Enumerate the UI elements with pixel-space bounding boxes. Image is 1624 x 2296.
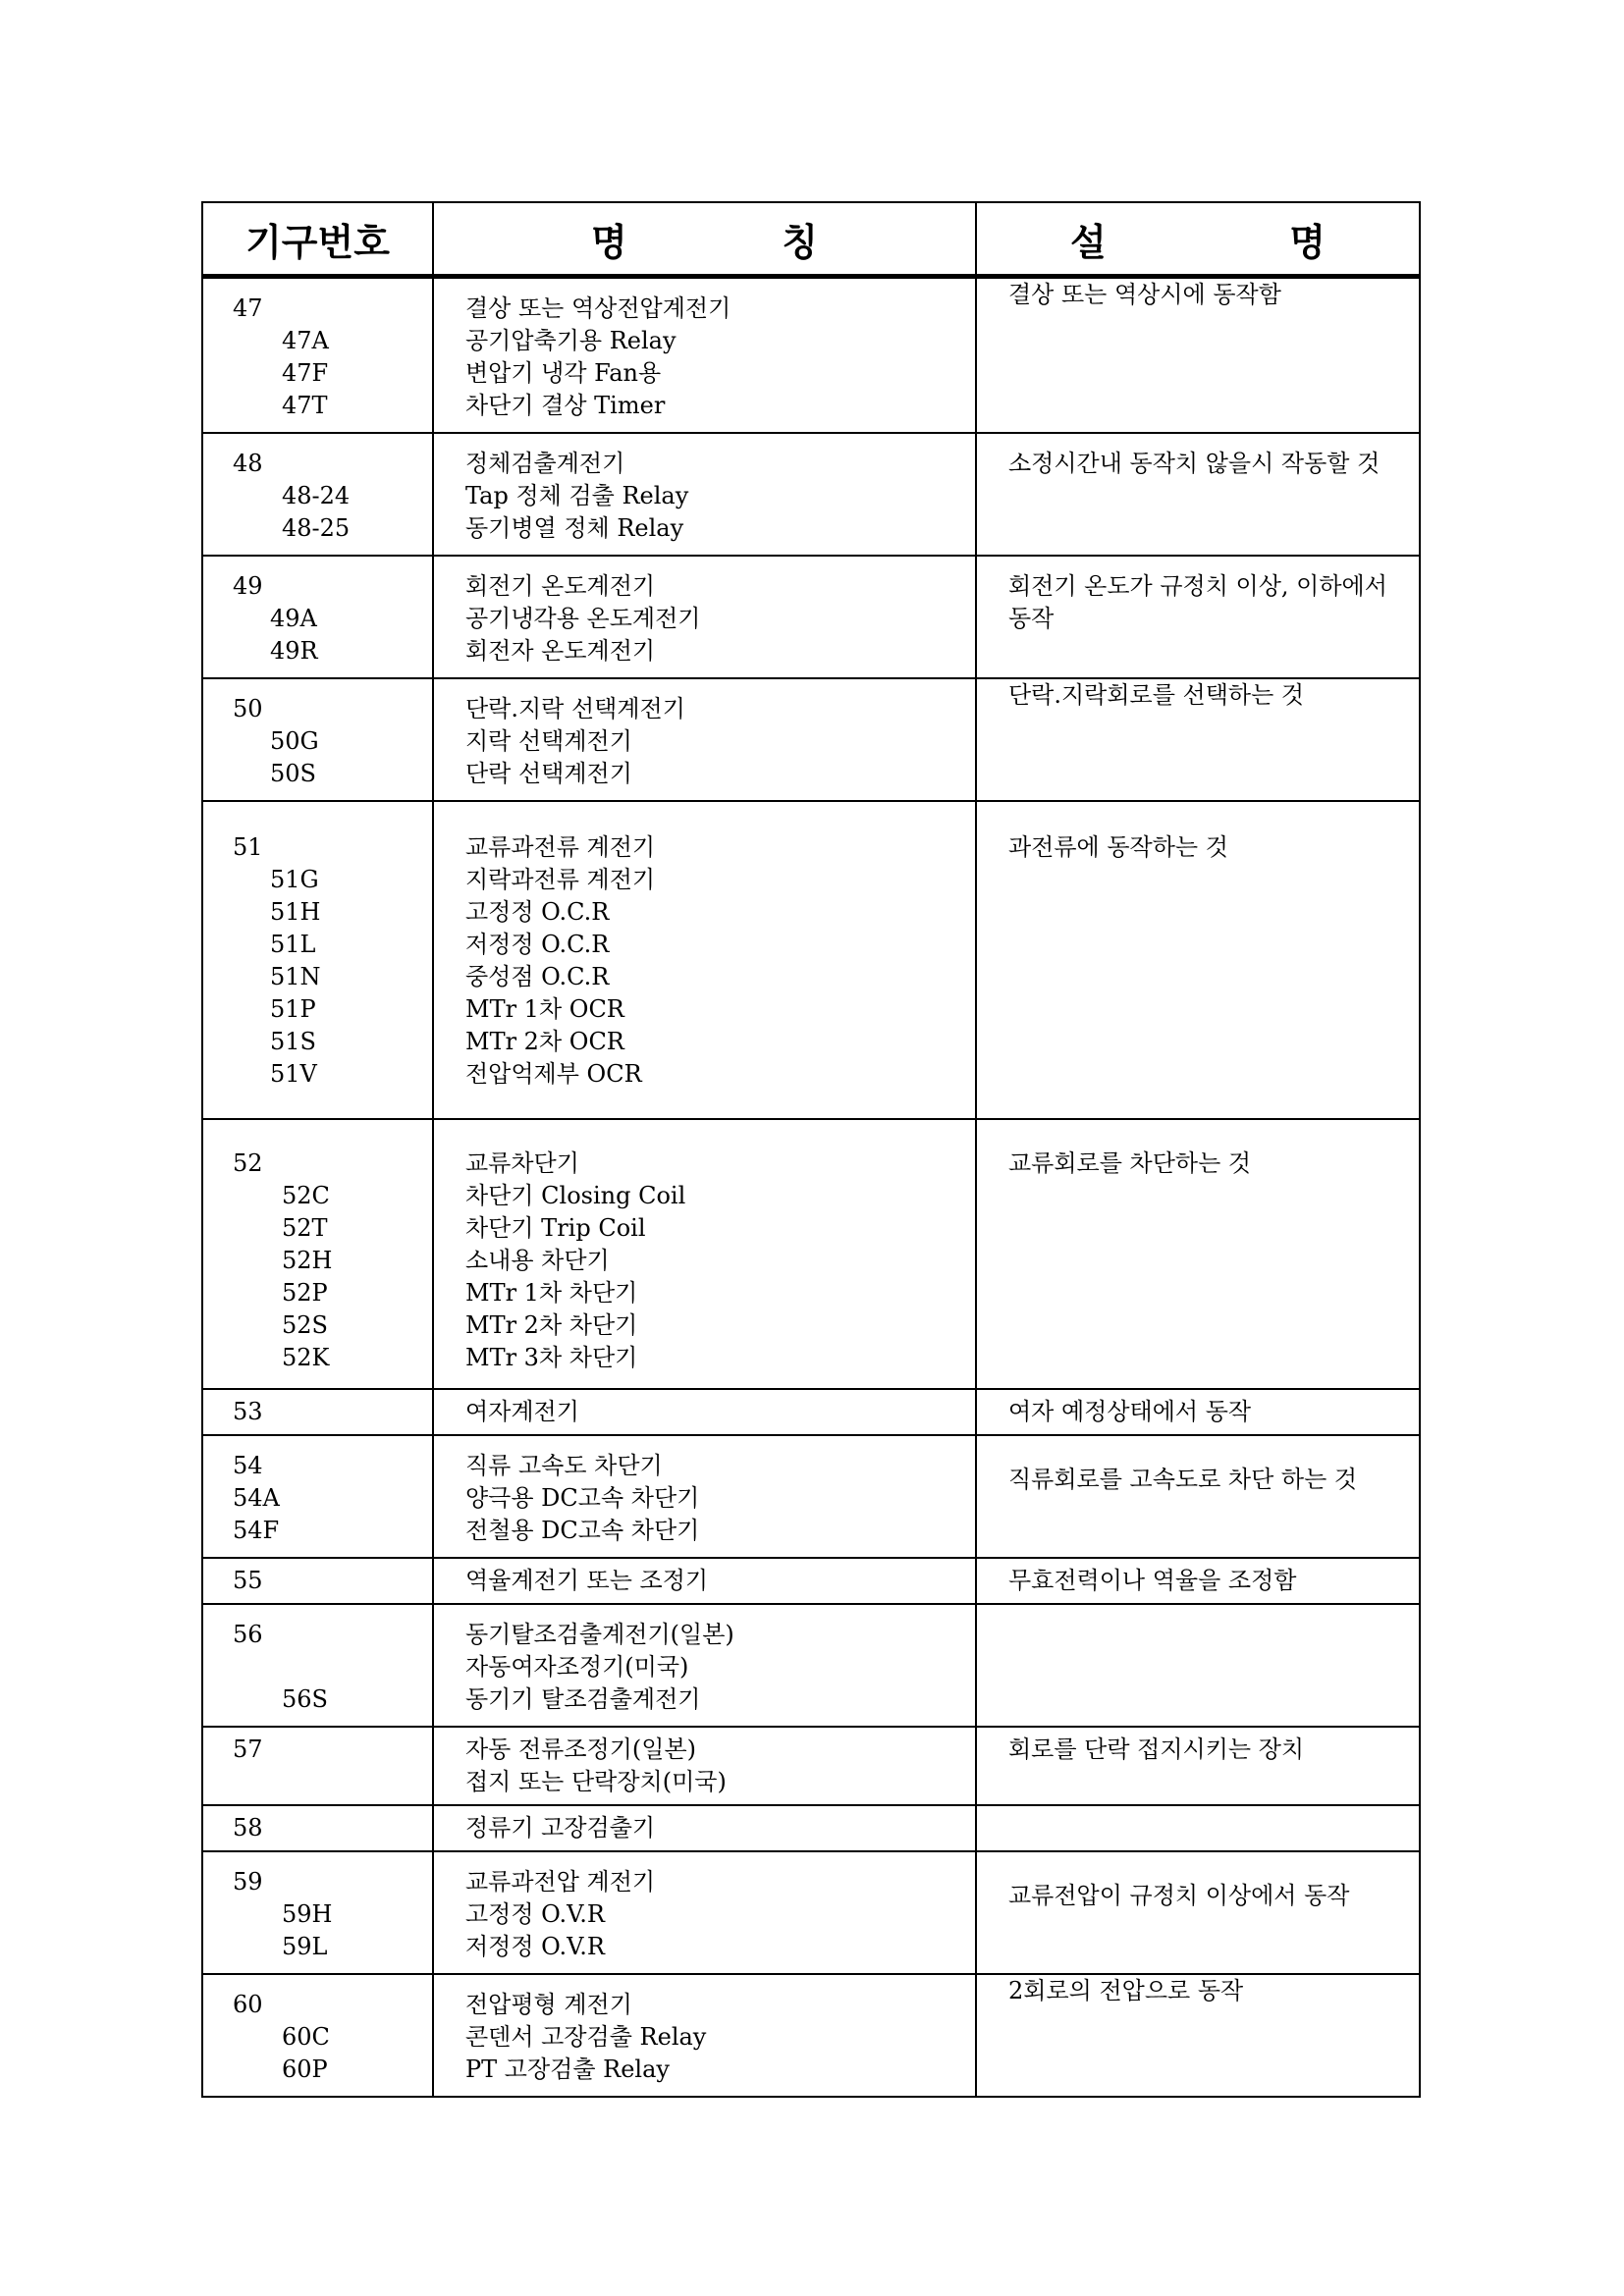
device-name: MTr 1차 OCR xyxy=(465,995,624,1023)
device-name: 동기기 탈조검출계전기 xyxy=(465,1685,701,1713)
device-number: 52T xyxy=(282,1214,328,1242)
device-name: 고정정 O.C.R xyxy=(465,898,610,926)
device-name: 단락.지락 선택계전기 xyxy=(465,695,685,722)
device-name: MTr 3차 차단기 xyxy=(465,1344,638,1371)
device-number: 54A xyxy=(233,1484,280,1512)
table-row xyxy=(202,801,1420,1119)
header-name-char-1: 명 xyxy=(591,219,627,264)
device-name: 양극용 DC고속 차단기 xyxy=(465,1484,700,1512)
device-number: 49 xyxy=(233,572,263,600)
device-name: 지락과전류 계전기 xyxy=(465,866,656,893)
device-name: 단락 선택계전기 xyxy=(465,760,632,787)
device-name: MTr 2차 차단기 xyxy=(465,1311,638,1339)
device-number: 60P xyxy=(282,2056,328,2083)
device-name: 교류과전류 계전기 xyxy=(465,833,656,861)
device-number: 57 xyxy=(233,1735,263,1763)
table-row xyxy=(202,1604,1420,1727)
device-name: 자동 전류조정기(일본) xyxy=(465,1735,697,1763)
device-number: 51H xyxy=(270,898,321,926)
table-row xyxy=(202,1805,1420,1851)
device-name: 고정정 O.V.R xyxy=(465,1900,605,1928)
table-row xyxy=(202,556,1420,678)
device-number: 51P xyxy=(270,995,316,1023)
device-number: 51 xyxy=(233,833,263,861)
device-number: 51S xyxy=(270,1028,316,1055)
device-number: 52K xyxy=(282,1344,330,1371)
device-name: 차단기 결상 Timer xyxy=(465,392,666,419)
device-name: 전압억제부 OCR xyxy=(465,1060,642,1088)
device-number: 48-25 xyxy=(282,514,351,542)
device-number: 50 xyxy=(233,695,263,722)
device-number: 51G xyxy=(270,866,319,893)
device-number: 51N xyxy=(270,963,321,990)
device-number: 56S xyxy=(282,1685,328,1713)
device-number: 50G xyxy=(270,727,319,755)
device-number: 56 xyxy=(233,1621,263,1648)
device-number: 52P xyxy=(282,1279,328,1307)
device-number: 55 xyxy=(233,1567,263,1594)
device-number: 48 xyxy=(233,450,263,477)
device-number: 47T xyxy=(282,392,328,419)
device-number: 60C xyxy=(282,2023,330,2051)
device-name: 회전기 온도계전기 xyxy=(465,572,656,600)
device-number: 54F xyxy=(233,1517,280,1544)
device-number: 50S xyxy=(270,760,316,787)
device-name: 역율계전기 또는 조정기 xyxy=(465,1567,709,1594)
device-name: 공기압축기용 Relay xyxy=(465,327,677,354)
table-row xyxy=(202,1974,1420,2097)
device-description: 2회로의 전압으로 동작 xyxy=(1008,1977,1244,2004)
device-number xyxy=(233,1651,432,1683)
device-number: 59L xyxy=(282,1933,328,1960)
device-number: 52C xyxy=(282,1182,330,1209)
device-number: 54 xyxy=(233,1452,263,1479)
table-row xyxy=(202,1558,1420,1604)
device-name: 접지 또는 단락장치(미국) xyxy=(465,1768,727,1795)
device-name: 동기탈조검출계전기(일본) xyxy=(465,1621,734,1648)
device-name: PT 고장검출 Relay xyxy=(465,2056,670,2083)
table-row xyxy=(202,433,1420,556)
header-name xyxy=(433,202,976,277)
device-number: 47F xyxy=(282,359,329,387)
device-number: 59 xyxy=(233,1868,263,1896)
device-number: 58 xyxy=(233,1814,263,1842)
device-name: 여자계전기 xyxy=(465,1398,579,1425)
device-name: 자동여자조정기(미국) xyxy=(465,1653,689,1681)
device-name: 변압기 냉각 Fan용 xyxy=(465,359,662,387)
device-number: 52 xyxy=(233,1149,263,1177)
device-number: 51L xyxy=(270,931,316,958)
header-name-char-2: 칭 xyxy=(782,219,818,264)
device-name: Tap 정체 검출 Relay xyxy=(465,482,689,509)
table-row xyxy=(202,1727,1420,1805)
device-name: 소내용 차단기 xyxy=(465,1247,610,1274)
device-name: 차단기 Trip Coil xyxy=(465,1214,646,1242)
device-name: MTr 1차 차단기 xyxy=(465,1279,638,1307)
device-name: 교류과전압 계전기 xyxy=(465,1868,656,1896)
device-name: 교류차단기 xyxy=(465,1149,579,1177)
device-number: 49R xyxy=(270,637,318,665)
device-number: 59H xyxy=(282,1900,333,1928)
table-row xyxy=(202,1389,1420,1435)
device-name: 전철용 DC고속 차단기 xyxy=(465,1517,700,1544)
device-number: 52H xyxy=(282,1247,333,1274)
device-name: 지락 선택계전기 xyxy=(465,727,632,755)
table-row xyxy=(202,678,1420,801)
device-name: 동기병열 정체 Relay xyxy=(465,514,684,542)
device-number: 52S xyxy=(282,1311,328,1339)
device-description: 교류회로를 차단하는 것 xyxy=(1008,1149,1252,1177)
table-row xyxy=(202,1435,1420,1558)
header-desc-char-2: 명 xyxy=(1289,219,1326,264)
table-row xyxy=(202,277,1420,434)
device-name: 전압평형 계전기 xyxy=(465,1991,632,2018)
device-description: 결상 또는 역상시에 동작함 xyxy=(1008,281,1281,308)
table-header xyxy=(202,202,1420,277)
device-description: 회전기 온도가 규정치 이상, 이하에서 동작 xyxy=(1008,572,1387,632)
device-description: 단락.지락회로를 선택하는 것 xyxy=(1008,681,1305,709)
device-description: 회로를 단락 접지시키는 장치 xyxy=(1008,1735,1305,1763)
device-name: 중성점 O.C.R xyxy=(465,963,610,990)
device-number: 48-24 xyxy=(282,482,351,509)
device-description: 교류전압이 규정치 이상에서 동작 xyxy=(1008,1882,1350,1909)
header-device-number: 기구번호 xyxy=(202,202,433,277)
device-number: 60 xyxy=(233,1991,263,2018)
device-name: MTr 2차 OCR xyxy=(465,1028,624,1055)
device-name: 저정정 O.V.R xyxy=(465,1933,605,1960)
table-row xyxy=(202,1851,1420,1974)
device-number-table xyxy=(201,201,1421,2098)
header-description xyxy=(976,202,1420,277)
device-name: 결상 또는 역상전압계전기 xyxy=(465,294,731,322)
device-number: 53 xyxy=(233,1398,263,1425)
table-row xyxy=(202,1119,1420,1389)
device-description: 과전류에 동작하는 것 xyxy=(1008,833,1228,861)
device-number: 47A xyxy=(282,327,329,354)
device-name: 저정정 O.C.R xyxy=(465,931,610,958)
device-name: 직류 고속도 차단기 xyxy=(465,1452,663,1479)
device-name: 차단기 Closing Coil xyxy=(465,1182,686,1209)
device-name: 정체검출계전기 xyxy=(465,450,625,477)
device-number: 47 xyxy=(233,294,263,322)
device-name: 콘덴서 고장검출 Relay xyxy=(465,2023,707,2051)
device-number: 49A xyxy=(270,605,317,632)
device-description: 직류회로를 고속도로 차단 하는 것 xyxy=(1008,1466,1358,1493)
device-name: 회전자 온도계전기 xyxy=(465,637,656,665)
device-description: 소정시간내 동작치 않을시 작동할 것 xyxy=(1008,450,1380,477)
header-desc-char-1: 설 xyxy=(1070,219,1107,264)
device-number: 51V xyxy=(270,1060,317,1088)
device-name: 정류기 고장검출기 xyxy=(465,1814,656,1842)
device-name: 공기냉각용 온도계전기 xyxy=(465,605,701,632)
device-description: 무효전력이나 역율을 조정함 xyxy=(1008,1567,1297,1594)
device-description: 여자 예정상태에서 동작 xyxy=(1008,1398,1252,1425)
